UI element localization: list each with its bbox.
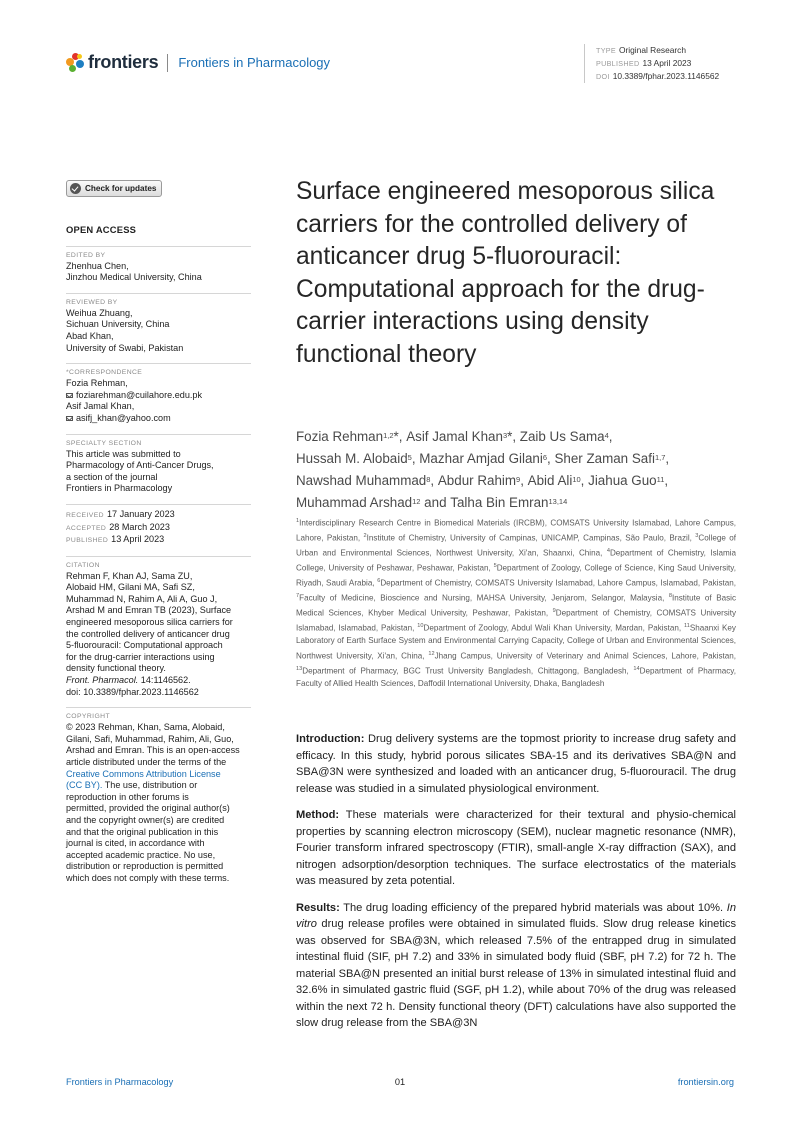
results-italic: In vitro xyxy=(296,901,736,930)
reviewer-line: University of Swabi, Pakistan xyxy=(66,342,184,353)
affiliation-text: College of Urban and Environmental Sciences, Northwest University, Xi'an, Shaanxi, China, xyxy=(296,533,736,558)
author-separator: *, xyxy=(507,429,520,444)
affiliation-number: 5 xyxy=(493,563,497,570)
copyright-line: The use, distribution or xyxy=(102,780,198,791)
author-name: Jiahua Guo xyxy=(588,473,657,488)
citation-line: 5-fluorouracil: Computational approach xyxy=(66,640,223,651)
author-name: Muhammad Arshad xyxy=(296,495,413,510)
affiliation-text: Department of Chemistry, COMSATS University Islamabad, Islamabad, Pakistan, xyxy=(296,608,737,633)
copyright-line: Arshad and Emran. This is an open-access xyxy=(66,745,240,756)
received-label: RECEIVED xyxy=(66,511,104,519)
author-name: Asif Jamal Khan xyxy=(406,429,503,444)
affiliation-number: 14 xyxy=(633,665,640,672)
dates-section xyxy=(66,504,251,547)
published-value: 13 April 2023 xyxy=(642,58,692,68)
author[interactable] xyxy=(450,495,567,510)
doi-value[interactable]: 10.3389/fphar.2023.1146562 xyxy=(612,71,720,81)
citation-line: engineered mesoporous silica carriers for xyxy=(66,617,233,628)
specialty-label: SPECIALTY SECTION xyxy=(66,439,142,447)
published-label: PUBLISHED xyxy=(66,537,109,545)
author[interactable] xyxy=(419,451,554,466)
email-link[interactable]: asifj_khan@yahoo.com xyxy=(76,412,171,423)
type-value: Original Research xyxy=(618,45,687,55)
affiliation-number: 8 xyxy=(668,593,672,600)
check-for-updates-button[interactable] xyxy=(66,180,162,197)
author-name: Nawshad Muhammad xyxy=(296,473,427,488)
author-affiliation-number: 6 xyxy=(542,453,547,462)
method-text: These materials were characterized for their textural and physio-chemical properties by scanning electron microscopy (SEM), nuclear magnetic resonance (NMR), Fourier transform infrared spectroscopy (FTIR), small-angle X-ray diffraction (SAX), and nitrogen adsorption/desorption techniques. The surface electrostatics of the materials was measured by zeta potential. xyxy=(296,809,736,887)
affiliation-text: Department of Pharmacy, BGC Trust University Bangladesh, Chittagong, Bangladesh, xyxy=(302,666,634,676)
affiliation-number: 7 xyxy=(296,593,300,600)
author-affiliation-number: 5 xyxy=(407,453,412,462)
results-text: The drug loading efficiency of the prepared hybrid materials was about 10%. xyxy=(339,901,727,914)
affiliation-number: 2 xyxy=(363,533,367,540)
published-date: 13 April 2023 xyxy=(111,534,165,545)
citation-line: Muhammad N, Rahim A, Ali A, Guo J, xyxy=(66,593,218,604)
check-updates-icon xyxy=(70,183,81,194)
reviewer-line: Sichuan University, China xyxy=(66,319,170,330)
citation-line: density functional theory. xyxy=(66,663,166,674)
introduction-heading: Introduction: xyxy=(296,733,365,745)
citation-label: CITATION xyxy=(66,561,100,569)
author-name: Zaib Us Sama xyxy=(519,429,605,444)
affiliation-number: 13 xyxy=(296,665,303,672)
author-name: Abid Ali xyxy=(527,473,573,488)
author-separator: , xyxy=(664,473,669,488)
copyright-section xyxy=(66,707,251,884)
footer-journal-link[interactable]: Frontiers in Pharmacology xyxy=(66,1077,174,1087)
copyright-line: which does not comply with these terms. xyxy=(66,872,230,883)
copyright-line: © 2023 Rehman, Khan, Sama, Alobaid, xyxy=(66,722,225,733)
copyright-line: distribution or reproduction is permitted xyxy=(66,861,224,872)
published-label: PUBLISHED xyxy=(596,59,640,68)
author-separator: and xyxy=(420,495,451,510)
author-affiliation-number: 13,14 xyxy=(548,497,568,506)
author-name: Fozia Rehman xyxy=(296,429,384,444)
copyright-line: reproduction in other forums is xyxy=(66,791,189,802)
affiliation-text: Interdisciplinary Research Centre in Biomedical Materials (IRCBM), COMSATS University Islamabad, Lahore Campus, Lahore, Pakistan, xyxy=(296,518,736,543)
affiliation-number: 6 xyxy=(377,578,381,585)
author[interactable] xyxy=(588,473,668,488)
author-affiliation-number: 9 xyxy=(516,475,521,484)
citation-line: the controlled delivery of anticancer drug xyxy=(66,628,230,639)
author[interactable] xyxy=(296,451,419,466)
logo-divider xyxy=(167,54,168,72)
edited-by-section xyxy=(66,246,251,284)
correspondence-label: *CORRESPONDENCE xyxy=(66,369,143,377)
affiliation-number: 3 xyxy=(695,533,699,540)
author-affiliation-number: 8 xyxy=(426,475,431,484)
citation-line: Alobaid HM, Gilani MA, Safi SZ, xyxy=(66,582,195,593)
sidebar xyxy=(66,224,251,894)
license-link-cc-by[interactable]: (CC BY). xyxy=(66,780,103,791)
copyright-line: Gilani, Safi, Muhammad, Rahim, Ali, Guo, xyxy=(66,733,234,744)
author-separator: *, xyxy=(393,429,407,444)
editor-line: Jinzhou Medical University, China xyxy=(66,272,202,283)
type-label: TYPE xyxy=(596,46,616,55)
citation-line: Rehman F, Khan AJ, Sama ZU, xyxy=(66,570,193,581)
author-affiliation-number: 1,2 xyxy=(383,431,394,440)
affiliation-text: Department of Chemistry, Islamia College, University of Peshawar, Peshawar, Pakistan, xyxy=(296,548,736,573)
check-updates-label: Check for updates xyxy=(85,184,157,193)
citation-volume: 14:1146562. xyxy=(138,675,191,686)
copyright-line: accepted academic practice. No use, xyxy=(66,849,216,860)
affiliation-number: 10 xyxy=(417,623,424,630)
affiliation-number: 12 xyxy=(428,650,435,657)
affiliation-text: Department of Pharmacy, Faculty of Allied Health Sciences, Daffodil International University, Dhaka, Bangladesh xyxy=(296,666,736,688)
edited-by-label: EDITED BY xyxy=(66,251,106,259)
author-name: Mazhar Amjad Gilani xyxy=(419,451,543,466)
author-affiliation-number: 1,7 xyxy=(654,453,666,462)
copyright-line: and the copyright owner(s) are credited xyxy=(66,814,225,825)
author[interactable] xyxy=(296,473,438,488)
introduction-text: Drug delivery systems are the topmost priority to increase drug safety and efficacy. In this study, hybrid porous silicates SBA-15 and its derivatives SBA@N and SBA@3N were synthesized and loaded with an anticancer drug, 5-fluorouracil. The drug release was studied in a simulated physiological environment. xyxy=(296,733,736,795)
author-affiliation-number: 12 xyxy=(412,497,421,506)
license-link[interactable]: Creative Commons Attribution License xyxy=(66,768,221,779)
author-name: Abdur Rahim xyxy=(437,473,517,488)
affiliation-number: 1 xyxy=(296,518,300,524)
affiliation-text: Department of Zoology, Abdul Wali Khan University, Mardan, Pakistan, xyxy=(423,623,685,633)
affiliation-text: Department of Zoology, College of Science, King Saud University, Riyadh, Saudi Arabia, xyxy=(296,563,736,588)
article-title: Surface engineered mesoporous silica carriers for the controlled delivery of anticancer drug 5-fluorouracil: Computational approach for the drug-carrier interactions using density functional theory xyxy=(296,178,715,368)
frontiers-logo-icon xyxy=(66,53,84,73)
journal-name[interactable]: Frontiers in Pharmacology xyxy=(178,55,331,70)
author-affiliation-number: 4 xyxy=(604,431,609,440)
editor-line: Zhenhua Chen, xyxy=(66,260,129,271)
author-affiliation-number: 10 xyxy=(572,475,581,484)
author-separator: , xyxy=(430,473,438,488)
results-heading: Results: xyxy=(296,901,340,914)
author-separator: , xyxy=(411,451,420,466)
citation-journal: Front. Pharmacol. xyxy=(66,675,139,686)
affiliation-text: Faculty of Medicine, Bioscience and Nursing, MAHSA University, Jenjarom, Selangor, Malaysia, xyxy=(299,593,669,603)
author-name: Talha Bin Emran xyxy=(450,495,549,510)
specialty-line: a section of the journal xyxy=(66,471,158,482)
author-separator: , xyxy=(580,473,589,488)
corresponding-author: Fozia Rehman, xyxy=(66,378,128,389)
specialty-line: This article was submitted to xyxy=(66,448,181,459)
author[interactable] xyxy=(296,495,450,510)
author-affiliation-number: 3 xyxy=(502,431,508,440)
author-name: Sher Zaman Safi xyxy=(554,451,655,466)
article-meta xyxy=(584,44,719,83)
mail-icon xyxy=(66,416,73,421)
specialty-line: Frontiers in Pharmacology xyxy=(66,483,173,494)
author-name: Hussah M. Alobaid xyxy=(296,451,408,466)
received-date: 17 January 2023 xyxy=(106,508,175,519)
abstract xyxy=(296,731,736,1042)
abstract-method xyxy=(296,807,736,890)
copyright-line: journal is cited, in accordance with xyxy=(66,838,205,849)
affiliation-text: Department of Chemistry, COMSATS University Islamabad, Lahore Campus, Islamabad, Pakistan, xyxy=(380,578,736,588)
copyright-line: article distributed under the terms of the xyxy=(66,757,227,767)
doi-label: DOI xyxy=(596,72,610,81)
open-access-heading: OPEN ACCESS xyxy=(66,224,137,235)
correspondence-section xyxy=(66,363,251,424)
author-separator: , xyxy=(665,451,670,466)
email-link[interactable]: foziarehman@cuilahore.edu.pk xyxy=(76,389,203,400)
author-separator: , xyxy=(547,451,555,466)
author[interactable] xyxy=(438,473,528,488)
author[interactable] xyxy=(554,451,669,466)
frontiers-logo[interactable] xyxy=(66,52,330,73)
copyright-line: and that the original publication in this xyxy=(66,826,219,837)
reviewer-line: Abad Khan, xyxy=(66,330,114,341)
copyright-label: COPYRIGHT xyxy=(66,713,111,721)
affiliation-text: Institute of Basic Medical Sciences, Khyber Medical University, Peshawar, Pakistan, xyxy=(296,593,736,618)
author-separator: , xyxy=(608,429,613,444)
corresponding-author: Asif Jamal Khan, xyxy=(66,401,135,412)
affiliations xyxy=(296,515,736,690)
author[interactable] xyxy=(296,429,406,444)
author[interactable] xyxy=(528,473,588,488)
affiliation-text: Jhang Campus, University of Veterinary and Animal Sciences, Lahore, Pakistan, xyxy=(434,651,736,661)
citation-line: for the drug-carrier interactions using xyxy=(66,651,215,662)
footer-site-link[interactable]: frontiersin.org xyxy=(677,1077,734,1087)
logo-wordmark: frontiers xyxy=(88,52,159,72)
author-list xyxy=(296,426,736,514)
specialty-line: Pharmacology of Anti-Cancer Drugs, xyxy=(66,460,214,471)
mail-icon xyxy=(66,393,73,398)
author-separator: , xyxy=(520,473,528,488)
reviewed-by-label: REVIEWED BY xyxy=(66,298,118,306)
affiliation-number: 11 xyxy=(684,623,690,630)
reviewer-line: Weihua Zhuang, xyxy=(66,307,133,318)
citation-section xyxy=(66,556,251,699)
abstract-introduction xyxy=(296,731,736,797)
affiliation-text: Shaanxi Key Laboratory of Earth Surface System and Environmental Carrying Capacity, College of Urban and Environmental Sciences, Northwest University, Xi'an, China, xyxy=(296,623,736,661)
citation-doi[interactable]: doi: 10.3389/fphar.2023.1146562 xyxy=(66,686,199,697)
copyright-line: permitted, provided the original author(s) xyxy=(66,803,230,814)
affiliation-number: 4 xyxy=(606,548,610,555)
reviewed-by-section xyxy=(66,293,251,354)
citation-line: Arshad M and Emran TB (2023), Surface xyxy=(66,605,232,616)
author-affiliation-number: 11 xyxy=(656,475,665,484)
method-heading: Method: xyxy=(296,809,340,821)
accepted-date: 28 March 2023 xyxy=(109,521,170,532)
results-text: drug release profiles were obtained in simulated fluids. Slow drug release kinetics was observed for SBA@3N, which released 7.5% of the entrapped drug in simulated intestinal fluid (SIF, pH 7.2) and 33% in simulated body fluid (SBF, pH 7.2) for 72 h. The material SBA@N presented an initial burst release of 13% in simulated intestinal fluid and 32.6% in simulated gastric fluid (SGF, pH 1.2), while about 70% of the drug was released within the next 72 h. Density functional theory (DFT) calculations have also supported the slow drug release from the SBA@3N xyxy=(296,918,736,1029)
affiliation-text: Institute of Chemistry, University of Campinas, UNICAMP, Campinas, São Paulo, Brazil, xyxy=(366,533,696,543)
abstract-results xyxy=(296,900,736,1032)
page-number: 01 xyxy=(394,1077,406,1087)
author[interactable] xyxy=(520,429,613,444)
author[interactable] xyxy=(406,429,520,444)
affiliation-number: 9 xyxy=(552,608,556,615)
accepted-label: ACCEPTED xyxy=(66,524,107,532)
specialty-section xyxy=(66,434,251,495)
